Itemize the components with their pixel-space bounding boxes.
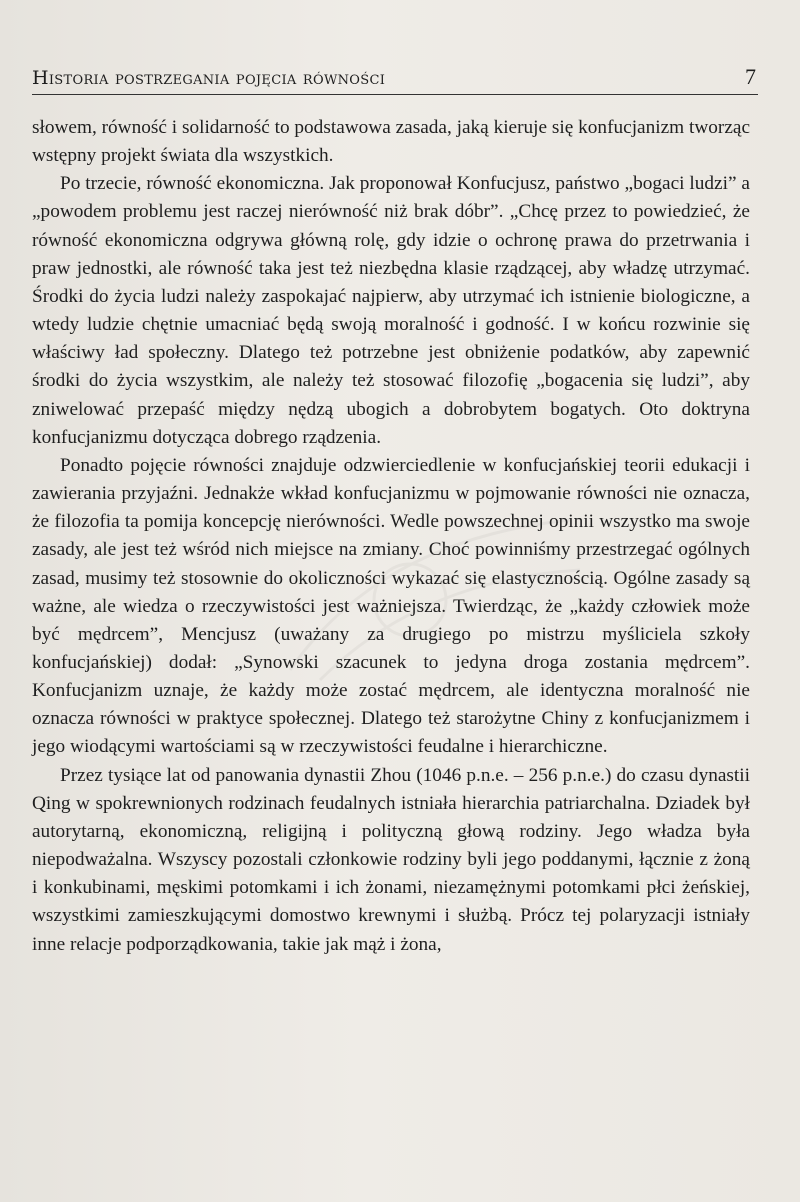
- paragraph-3: Ponadto pojęcie równości znajduje odzwierciedlenie w konfucjańskiej teorii edukacji i zawierania przyjaźni. Jednakże wkład konfucjanizmu w pojmowanie równości nie oznacza, że filozofia ta pomija koncepcję nierówności. Wedle powszechnej opinii wszystko ma swoje zasady, ale jest też wśród nich miejsce na zmiany. Choć powinniśmy przestrzegać ogólnych zasad, musimy też stosownie do okoliczności wykazać się elastycznością. Ogólne zasady są ważne, ale wiedza o rzeczywistości jest ważniejsza. Twierdząc, że „każdy człowiek może być mędrcem”, Mencjusz (uważany za drugiego po mistrzu myśliciela szkoły konfucjańskiej) dodał: „Synowski szacunek to jedyna droga zostania mędrcem”. Konfucjanizm uznaje, że każdy może zostać mędrcem, ale identyczna moralność nie oznacza równości w praktyce społecznej. Dlatego też starożytne Chiny z konfucjanizmem i jego wiodącymi wartościami są w rzeczywistości feudalne i hierarchiczne.: [32, 454, 750, 758]
- page-header: [32, 62, 758, 95]
- running-title: Historia postrzegania pojęcia równości: [32, 67, 386, 89]
- paragraph-4: Przez tysiące lat od panowania dynastii Zhou (1046 p.n.e. – 256 p.n.e.) do czasu dynastii Qing w spokrewnionych rodzinach feudalnych istniała hierarchia patriarchalna. Dziadek był autorytarną, ekonomiczną, religijną i polityczną głową rodziny. Jego władza była niepodważalna. Wszyscy pozostali członkowie rodziny byli jego poddanymi, łącznie z żoną i konkubinami, męskimi potomkami i ich żonami, niezamężnymi potomkami płci żeńskiej, wszystkimi zamieszkującymi domostwo krewnymi i służbą. Prócz tej polaryzacji istniały inne relacje podporządkowania, takie jak mąż i żona,: [32, 764, 750, 955]
- paragraph-1: słowem, równość i solidarność to podstawowa zasada, jaką kieruje się konfucjanizm tworząc wstępny projekt świata dla wszystkich.: [32, 117, 751, 167]
- body-text: [32, 114, 750, 959]
- page-number: 7: [745, 64, 756, 89]
- paragraph-2: Po trzecie, równość ekonomiczna. Jak proponował Konfucjusz, państwo „bogaci ludzi” a „powodem problemu jest raczej nierówność niż brak dóbr”. „Chcę przez to powiedzieć, że równość ekonomiczna odgrywa główną rolę, gdy idzie o ochronę prawa do przetrwania i praw jednostki, ale równość taka jest też niezbędna klasie rządzącej, aby władzę utrzymać. Środki do życia ludzi należy zaspokajać najpierw, aby utrzymać ich istnienie biologiczne, a wtedy ludzie chętnie umacniać będą swoją moralność i godność. I w końcu rozwinie się właściwy ład społeczny. Dlatego też potrzebne jest obniżenie podatków, aby zapewnić środki do życia wszystkim, ale należy też stosować filozofię „bogacenia się ludzi”, aby zniwelować przepaść między nędzą ubogich a dobrobytem bogatych. Oto doktryna konfucjanizmu dotycząca dobrego rządzenia.: [32, 173, 750, 448]
